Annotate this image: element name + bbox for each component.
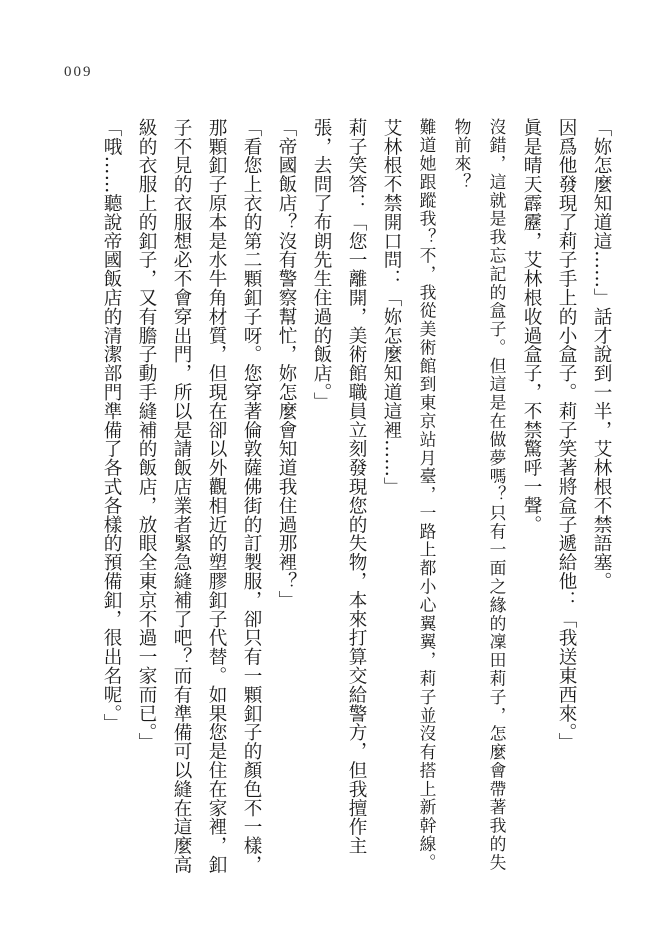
- page-number: 009: [64, 64, 93, 80]
- paragraph-3: 眞是晴天霹靂，艾林根收過盒子，不禁驚呼一聲。: [521, 118, 542, 534]
- paragraph-8: 「帝國飯店？沒有警察幫忙，妳怎麼會知道我住過那裡？」: [276, 118, 297, 610]
- vertical-text-body: [59, 118, 619, 882]
- paragraph-6: 艾林根不禁開口問：「妳怎麼知道這裡……」: [381, 118, 402, 496]
- paragraph-10: 「哦……聽說帝國飯店的清潔部門準備了各式各樣的預備釦，很出名呢。」: [101, 118, 122, 733]
- paragraph-1: 「妳怎麼知道這……」話才說到一半，艾林根不禁語塞。: [591, 118, 612, 591]
- paragraph-2: 因爲他發現了莉子手上的小盒子。莉子笑著將盒子遞給他：「我送東西來。」: [556, 118, 577, 752]
- paragraph-9: 「看您上衣的第二顆釦子呀。您穿著倫敦薩佛街的訂製服，卻只有一顆釦子的顏色不一樣，那顆釦子原本是水牛角材質，但現在卻以外觀相近的塑膠釦子代替。如果您是住在家裡，釦子不見的衣服想必不會穿出門，所以是請飯店業者緊急縫補了吧？而有準備可以縫在這麼高級的衣服上的釦子，又有膽子動手縫補的飯店，放眼全東京不過一家而已。」: [136, 118, 262, 874]
- paragraph-4-inner-thought: 沒錯，這就是我忘記的盒子。但這是在做夢嗎？只有一面之緣的凜田莉子，怎麼會帶著我的失物前來？: [452, 118, 507, 872]
- paragraph-5-inner-thought: 難道她跟蹤我？不，我從美術館到東京站月臺，一路上都小心翼翼，莉子並沒有搭上新幹線。: [417, 118, 437, 872]
- paragraph-7: 莉子笑答：「您一離開，美術館職員立刻發現您的失物，本來打算交給警方，但我擅作主張，去問了布朗先生住過的飯店。」: [311, 118, 367, 856]
